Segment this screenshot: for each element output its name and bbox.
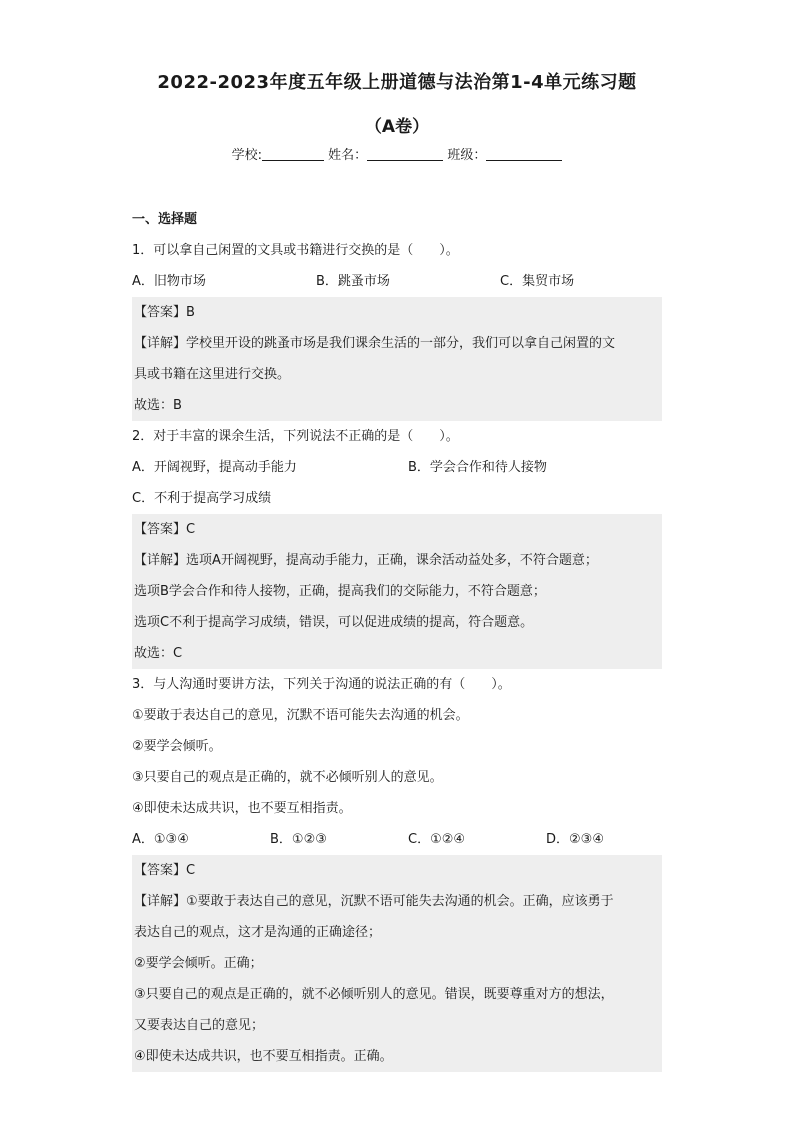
section-title: 一、选择题 — [132, 212, 198, 227]
q1-answer-block — [132, 297, 662, 421]
school-label: 学校: — [231, 148, 263, 163]
q2-choice: 故选：C — [132, 638, 662, 669]
document-title: 2022-2023年度五年级上册道德与法治第1-4单元练习题 — [157, 72, 637, 93]
q3-item: ②要学会倾听。 — [132, 739, 222, 754]
q3-answer-block — [132, 855, 662, 1072]
school-blank[interactable] — [262, 146, 324, 161]
q3-detail-line: ②要学会倾听。正确； — [132, 948, 662, 979]
q3-detail-line: 又要表达自己的意见； — [132, 1010, 662, 1041]
name-blank[interactable] — [367, 146, 443, 161]
q1-detail-line: 【详解】学校里开设的跳蚤市场是我们课余生活的一部分，我们可以拿自己闲置的文 — [132, 328, 662, 359]
class-label: 班级： — [447, 148, 487, 163]
q3-detail-line: 表达自己的观点，这才是沟通的正确途径； — [132, 917, 662, 948]
q3-detail-line: 【详解】①要敢于表达自己的意见，沉默不语可能失去沟通的机会。正确，应该勇于 — [132, 886, 662, 917]
q3-detail-line: ④即使未达成共识，也不要互相指责。正确。 — [132, 1041, 662, 1072]
q3-option-c: C．①②④ — [408, 832, 466, 847]
question-list — [132, 204, 662, 1072]
q3-detail-line: ③只要自己的观点是正确的，就不必倾听别人的意见。错误，既要尊重对方的想法， — [132, 979, 662, 1010]
q1-options — [132, 266, 662, 297]
q3-option-b: B．①②③ — [270, 832, 327, 847]
q3-item: ③只要自己的观点是正确的，就不必倾听别人的意见。 — [132, 770, 443, 785]
document-subtitle: （A卷） — [364, 117, 430, 137]
q1-choice: 故选：B — [132, 390, 662, 421]
q2-detail-line: 选项C不利于提高学习成绩，错误，可以促进成绩的提高，符合题意。 — [132, 607, 662, 638]
q2-option-c: C．不利于提高学习成绩 — [132, 491, 272, 506]
q3-answer: 【答案】C — [132, 855, 662, 886]
q1-option-c: C．集贸市场 — [500, 274, 575, 289]
q1-stem: 1．可以拿自己闲置的文具或书籍进行交换的是（ ）。 — [132, 243, 459, 258]
q3-options — [132, 824, 662, 855]
name-label: 姓名： — [328, 148, 368, 163]
q3-option-d: D．②③④ — [546, 832, 604, 847]
q3-item: ④即使未达成共识，也不要互相指责。 — [132, 801, 352, 816]
q2-answer: 【答案】C — [132, 514, 662, 545]
q3-item: ①要敢于表达自己的意见，沉默不语可能失去沟通的机会。 — [132, 708, 469, 723]
q2-options-row — [132, 452, 662, 483]
q1-answer: 【答案】B — [132, 297, 662, 328]
q1-detail-line: 具或书籍在这里进行交换。 — [132, 359, 662, 390]
q2-detail-line: 选项B学会合作和待人接物，正确，提高我们的交际能力，不符合题意； — [132, 576, 662, 607]
class-blank[interactable] — [486, 146, 562, 161]
q2-detail-line: 【详解】选项A开阔视野，提高动手能力，正确，课余活动益处多，不符合题意； — [132, 545, 662, 576]
q2-option-b: B．学会合作和待人接物 — [408, 460, 547, 475]
q2-answer-block — [132, 514, 662, 669]
q1-option-a: A．旧物市场 — [132, 274, 206, 289]
q2-option-a: A．开阔视野，提高动手能力 — [132, 460, 297, 475]
q1-option-b: B．跳蚤市场 — [316, 274, 390, 289]
q3-stem: 3．与人沟通时要讲方法，下列关于沟通的说法正确的有（ ）。 — [132, 677, 511, 692]
q2-stem: 2．对于丰富的课余生活，下列说法不正确的是（ ）。 — [132, 429, 459, 444]
student-info-line — [0, 144, 794, 163]
q3-option-a: A．①③④ — [132, 832, 189, 847]
